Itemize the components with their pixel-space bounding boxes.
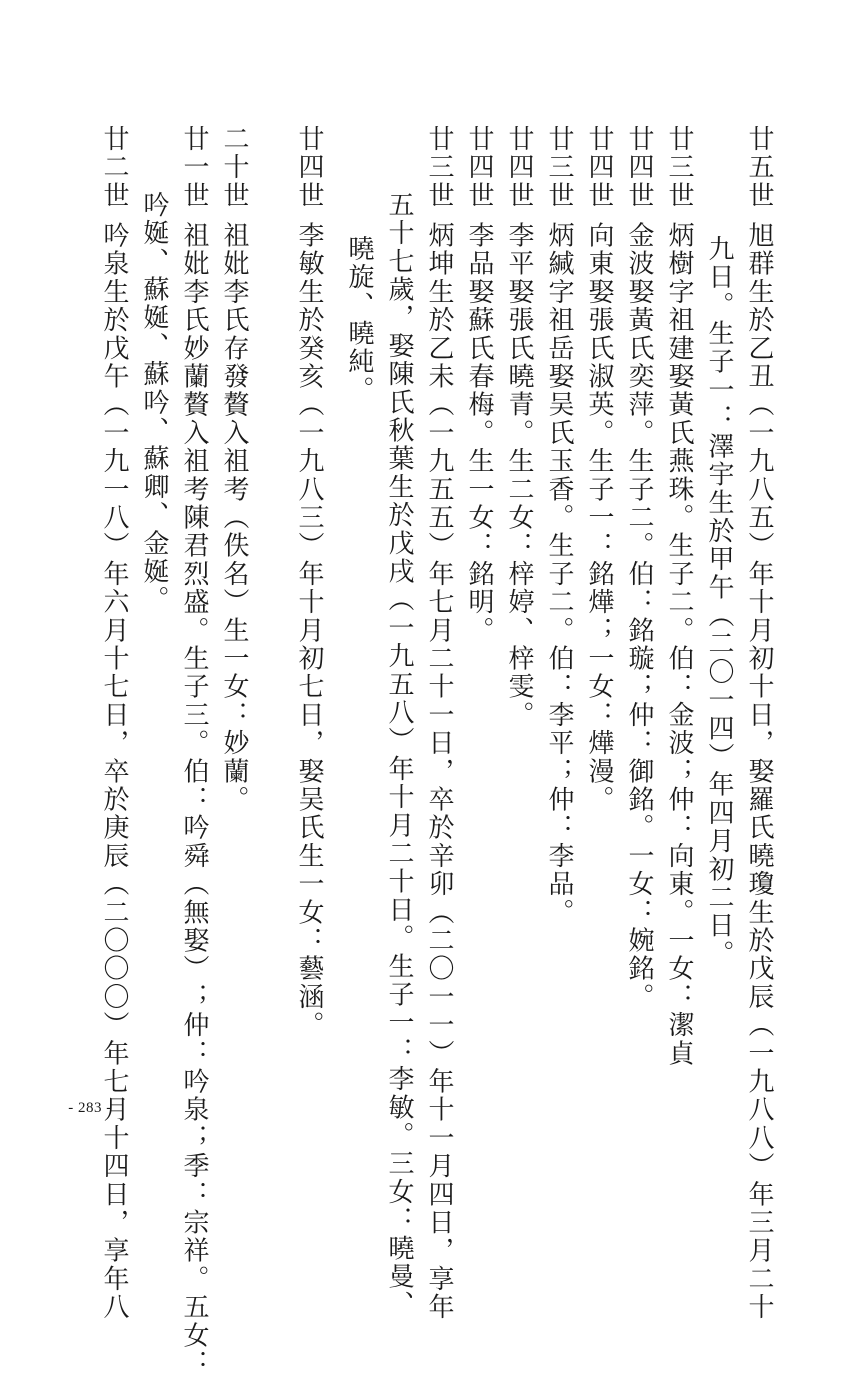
entry-text: 九日。生子一：澤宇生於甲午（二〇一四）年四月初二日。 [704,235,734,969]
generation-label: 廿三世 [544,125,574,210]
text-column [384,125,414,1319]
text-column [99,125,129,1321]
generation-label: 廿三世 [424,125,454,210]
generation-label: 廿二世 [99,125,129,210]
entry-text: 五十七歲，娶陳氏秋葉生於戊戌（一九五八）年十月二十日。生子一：李敏。三女：曉曼、 [384,191,414,1319]
entry-text: 旭群生於乙丑（一九八五）年十月初十日，娶羅氏曉瓊生於戊辰（一九八八）年三月二十 [744,221,774,1322]
entry-text: 吟娫、蘇娫、蘇吟、蘇卿、金娫。 [139,191,169,614]
generation-label: 廿四世 [584,125,614,210]
generation-label: 廿四世 [624,125,654,210]
generation-label: 廿四世 [294,125,324,210]
text-column [179,125,209,1378]
text-column [344,125,374,404]
entry-text: 炳緘字祖岳娶吴氏玉香。生子二。伯：李平；仲：李品。 [544,221,574,927]
text-column [624,125,654,1011]
text-column [744,125,774,1321]
entry-text: 炳坤生於乙未（一九五五）年七月二十一日，卒於辛卯（二〇一一）年十一月四日，享年 [424,221,454,1322]
entry-text: 吟泉生於戊午（一九一八）年六月十七日，卒於庚辰（二〇〇〇）年七月十四日，享年八 [99,221,129,1322]
entry-text: 李平娶張氏曉青。生二女：梓婷、梓雯。 [504,221,534,730]
generation-label: 廿四世 [464,125,494,210]
text-column [504,125,534,729]
text-column [664,125,694,1068]
text-column [704,125,734,968]
text-column [219,125,249,814]
text-column [294,125,324,1039]
generation-label: 二十世 [219,125,249,210]
text-column [464,125,494,645]
text-column [139,125,169,614]
entry-text: 李敏生於癸亥（一九八三）年十月初七日，娶吴氏生一女：藝涵。 [294,221,324,1040]
text-column [544,125,574,927]
entry-text: 金波娶黃氏奕萍。生子二。伯：銘璇；仲：御銘。一女：婉銘。 [624,221,654,1012]
page-number: - 283 - [68,1100,112,1116]
generation-label: 廿四世 [504,125,534,210]
generation-label: 廿三世 [664,125,694,210]
entry-text: 李品娶蘇氏春梅。生一女：銘明。 [464,221,494,645]
entry-text: 曉旋、曉純。 [344,235,374,405]
entry-text: 炳樹字祖建娶黃氏燕珠。生子二。伯：金波；仲：向東。一女：潔貞 [664,221,694,1068]
entry-text: 祖妣李氏妙蘭贅入祖考陳君烈盛。生子三。伯：吟舜（無娶）；仲：吟泉；季：宗祥。五女： [179,221,209,1378]
entry-text: 祖妣李氏存發贅入祖考（佚名）生一女：妙蘭。 [219,221,249,814]
entry-text: 向東娶張氏淑英。生子一：銘燁；一女：燁漫。 [584,221,614,814]
generation-label: 廿一世 [179,125,209,210]
text-column [584,125,614,814]
text-column [424,125,454,1321]
generation-label: 廿五世 [744,125,774,210]
